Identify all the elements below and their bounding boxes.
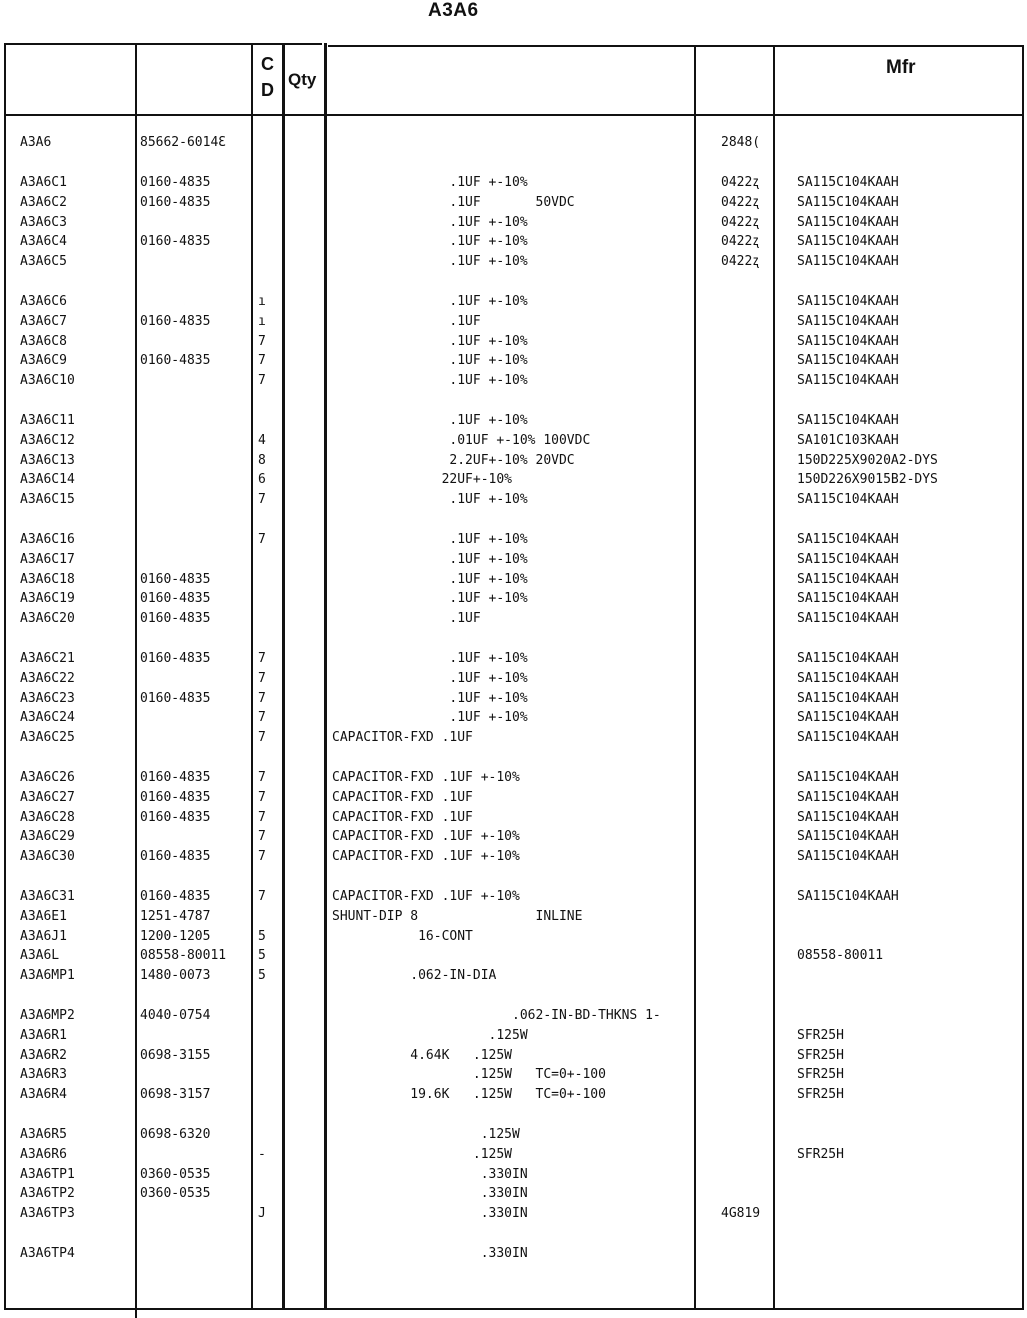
cell-ref: A3A6C8 bbox=[20, 333, 67, 349]
cell-cd: ı bbox=[258, 294, 266, 309]
cell-mfr: SA115C104KAAH bbox=[797, 690, 899, 706]
cell-ref: A3A6C30 bbox=[20, 849, 75, 865]
table-row bbox=[0, 1047, 1027, 1065]
table-row bbox=[0, 412, 1027, 430]
cell-ref: A3A6C1 bbox=[20, 175, 67, 190]
table-row bbox=[0, 1086, 1027, 1104]
table-row bbox=[0, 432, 1027, 450]
cell-mfr: SA115C104KAAH bbox=[797, 333, 899, 349]
cell-code: 4G819 bbox=[721, 1206, 761, 1222]
cell-desc: .1UF +-10% bbox=[332, 710, 528, 726]
cell-desc: .125W TC=0+-100 bbox=[332, 1067, 606, 1083]
cell-desc: .330IN bbox=[332, 1246, 528, 1261]
cell-desc: 4.64K .125W bbox=[332, 1047, 513, 1063]
cell-code: 2848( bbox=[721, 135, 761, 150]
cell-mfr: SA115C104KAAH bbox=[797, 809, 899, 825]
table-bottom-border bbox=[4, 1308, 1024, 1310]
cell-part: 0160-4835 bbox=[140, 175, 211, 190]
table-row bbox=[0, 293, 1027, 311]
cell-part: 0698-3157 bbox=[140, 1087, 211, 1103]
cell-ref: A3A6TP2 bbox=[20, 1186, 75, 1202]
cell-cd: 7 bbox=[258, 690, 266, 706]
cell-mfr: SA115C104KAAH bbox=[797, 611, 899, 627]
cell-mfr: SA115C104KAAH bbox=[797, 551, 899, 567]
cell-part: 1251-4787 bbox=[140, 908, 211, 924]
table-row bbox=[0, 947, 1027, 965]
cell-cd: 7 bbox=[258, 651, 266, 666]
table-row bbox=[0, 670, 1027, 688]
table-row bbox=[0, 690, 1027, 708]
cell-cd: 5 bbox=[258, 948, 266, 964]
cell-part: 0160-4835 bbox=[140, 194, 211, 210]
cell-desc: .330IN bbox=[332, 1166, 528, 1182]
cell-part: 4040-0754 bbox=[140, 1008, 211, 1023]
cell-mfr: SA115C104KAAH bbox=[797, 214, 899, 230]
table-row bbox=[0, 709, 1027, 727]
cell-desc: .125W bbox=[332, 1146, 513, 1162]
cell-cd: 7 bbox=[258, 829, 266, 845]
cell-cd: 7 bbox=[258, 710, 266, 726]
cell-cd: 7 bbox=[258, 849, 266, 865]
cell-cd: 8 bbox=[258, 452, 266, 468]
table-row bbox=[0, 571, 1027, 589]
cell-ref: A3A6R4 bbox=[20, 1087, 67, 1103]
cell-part: 0160-4835 bbox=[140, 889, 211, 904]
cell-mfr: SA115C104KAAH bbox=[797, 413, 899, 428]
cell-ref: A3A6C11 bbox=[20, 413, 75, 428]
table-row bbox=[0, 1166, 1027, 1184]
cell-ref: A3A6C21 bbox=[20, 651, 75, 666]
cell-desc: .1UF +-10% bbox=[332, 333, 528, 349]
header-divider bbox=[4, 114, 1024, 116]
header-mfr: Mfr bbox=[886, 57, 916, 78]
cell-desc: .1UF +-10% bbox=[332, 651, 528, 666]
cell-part: 08558-80011 bbox=[140, 948, 227, 964]
cell-part: 0160-4835 bbox=[140, 353, 211, 369]
cell-desc: .330IN bbox=[332, 1186, 528, 1202]
cell-part: 1200-1205 bbox=[140, 928, 211, 944]
cell-ref: A3A6C13 bbox=[20, 452, 75, 468]
cell-cd: 7 bbox=[258, 373, 266, 389]
cell-ref: A3A6E1 bbox=[20, 908, 67, 924]
cell-mfr: SA115C104KAAH bbox=[797, 353, 899, 369]
cell-desc: 22UF+-10% bbox=[332, 472, 513, 488]
cell-cd: ı bbox=[258, 313, 266, 329]
cell-part: 1480-0073 bbox=[140, 968, 211, 984]
cell-part: 0160-4835 bbox=[140, 313, 211, 329]
cell-mfr: 150D226X9015B2-DYS bbox=[797, 472, 938, 488]
cell-cd: 7 bbox=[258, 730, 266, 746]
cell-ref: A3A6C2 bbox=[20, 194, 67, 210]
cell-desc: .1UF +-10% bbox=[332, 353, 528, 369]
cell-code: 0422ʐ bbox=[721, 234, 761, 250]
cell-ref: A3A6C28 bbox=[20, 809, 75, 825]
cell-desc: .1UF 50VDC bbox=[332, 194, 575, 210]
cell-part: 0160-4835 bbox=[140, 809, 211, 825]
table-row bbox=[0, 1126, 1027, 1144]
cell-mfr: SA115C104KAAH bbox=[797, 770, 899, 785]
table-row bbox=[0, 729, 1027, 747]
table-row bbox=[0, 610, 1027, 628]
table-row bbox=[0, 908, 1027, 926]
table-row bbox=[0, 134, 1027, 152]
cell-mfr: SA115C104KAAH bbox=[797, 730, 899, 746]
cell-mfr: SA115C104KAAH bbox=[797, 849, 899, 865]
cell-cd: 7 bbox=[258, 770, 266, 785]
table-row bbox=[0, 1185, 1027, 1203]
cell-part: 0360-0535 bbox=[140, 1166, 211, 1182]
cell-mfr: SA115C104KAAH bbox=[797, 254, 899, 270]
cell-ref: A3A6C10 bbox=[20, 373, 75, 389]
cell-part: 0360-0535 bbox=[140, 1186, 211, 1202]
cell-ref: A3A6C24 bbox=[20, 710, 75, 726]
cell-ref: A3A6C12 bbox=[20, 432, 75, 448]
table-row bbox=[0, 551, 1027, 569]
cell-mfr: SFR25H bbox=[797, 1087, 844, 1103]
cell-mfr: SA115C104KAAH bbox=[797, 889, 899, 904]
cell-ref: A3A6C26 bbox=[20, 770, 75, 785]
table-row bbox=[0, 531, 1027, 549]
cell-mfr: SA115C104KAAH bbox=[797, 492, 899, 508]
cell-part: 0698-6320 bbox=[140, 1127, 211, 1142]
cell-ref: A3A6C6 bbox=[20, 294, 67, 309]
cell-cd: 4 bbox=[258, 432, 266, 448]
cell-cd: 5 bbox=[258, 928, 266, 944]
table-row bbox=[0, 313, 1027, 331]
cell-desc: .062-IN-DIA bbox=[332, 968, 497, 984]
cell-mfr: SA115C104KAAH bbox=[797, 294, 899, 309]
cell-mfr: SFR25H bbox=[797, 1027, 844, 1043]
table-top-border-right bbox=[328, 45, 1024, 47]
table-row bbox=[0, 214, 1027, 232]
table-row bbox=[0, 769, 1027, 787]
table-row bbox=[0, 809, 1027, 827]
cell-ref: A3A6C25 bbox=[20, 730, 75, 746]
table-row bbox=[0, 253, 1027, 271]
cell-ref: A3A6C27 bbox=[20, 789, 75, 805]
page-title: A3A6 bbox=[428, 0, 479, 21]
cell-part: 0160-4835 bbox=[140, 849, 211, 865]
cell-desc: .330IN bbox=[332, 1206, 528, 1222]
cell-mfr: SFR25H bbox=[797, 1146, 844, 1162]
cell-mfr: SA115C104KAAH bbox=[797, 789, 899, 805]
cell-desc: .1UF +-10% bbox=[332, 492, 528, 508]
cell-mfr: SA115C104KAAH bbox=[797, 571, 899, 587]
cell-ref: A3A6L bbox=[20, 948, 60, 964]
cell-cd: 7 bbox=[258, 333, 266, 349]
cell-mfr: SFR25H bbox=[797, 1047, 844, 1063]
cell-mfr: SA115C104KAAH bbox=[797, 829, 899, 845]
table-row bbox=[0, 1146, 1027, 1164]
cell-ref: A3A6MP1 bbox=[20, 968, 75, 984]
cell-part: 85662-6014Ɛ bbox=[140, 135, 227, 150]
table-row bbox=[0, 1066, 1027, 1084]
cell-part: 0698-3155 bbox=[140, 1047, 211, 1063]
cell-cd: 7 bbox=[258, 492, 266, 508]
table-row bbox=[0, 491, 1027, 509]
table-top-border bbox=[4, 43, 322, 45]
cell-code: 0422ʐ bbox=[721, 194, 761, 210]
cell-mfr: 08558-80011 bbox=[797, 948, 884, 964]
cell-desc: 19.6K .125W TC=0+-100 bbox=[332, 1087, 606, 1103]
cell-desc: .125W bbox=[332, 1127, 520, 1142]
cell-cd: 5 bbox=[258, 968, 266, 984]
cell-ref: A3A6TP3 bbox=[20, 1206, 75, 1222]
cell-part: 0160-4835 bbox=[140, 571, 211, 587]
cell-mfr: SA115C104KAAH bbox=[797, 651, 899, 666]
cell-ref: A3A6R3 bbox=[20, 1067, 67, 1083]
table-row bbox=[0, 352, 1027, 370]
table-row bbox=[0, 590, 1027, 608]
cell-desc: .062-IN-BD-THKNS 1- bbox=[332, 1008, 661, 1023]
table-row bbox=[0, 928, 1027, 946]
cell-cd: 7 bbox=[258, 789, 266, 805]
cell-ref: A3A6TP1 bbox=[20, 1166, 75, 1182]
cell-ref: A3A6C20 bbox=[20, 611, 75, 627]
cell-mfr: SA115C104KAAH bbox=[797, 591, 899, 607]
cell-desc: .1UF +-10% bbox=[332, 254, 528, 270]
header-qty: Qty bbox=[288, 70, 317, 89]
table-row bbox=[0, 848, 1027, 866]
cell-ref: A3A6C18 bbox=[20, 571, 75, 587]
table-row bbox=[0, 967, 1027, 985]
cell-ref: A3A6C4 bbox=[20, 234, 67, 250]
cell-ref: A3A6 bbox=[20, 135, 52, 150]
cell-cd: 6 bbox=[258, 472, 266, 488]
cell-ref: A3A6C5 bbox=[20, 254, 67, 270]
cell-code: 0422ʐ bbox=[721, 254, 761, 270]
cell-part: 0160-4835 bbox=[140, 234, 211, 250]
cell-desc: CAPACITOR-FXD .1UF bbox=[332, 809, 473, 825]
cell-ref: A3A6C23 bbox=[20, 690, 75, 706]
cell-cd: J bbox=[258, 1206, 266, 1222]
cell-ref: A3A6R5 bbox=[20, 1127, 67, 1142]
table-row bbox=[0, 233, 1027, 251]
cell-desc: .1UF +-10% bbox=[332, 214, 528, 230]
table-row bbox=[0, 1245, 1027, 1263]
cell-desc: .1UF +-10% bbox=[332, 532, 528, 547]
cell-ref: A3A6J1 bbox=[20, 928, 67, 944]
cell-part: 0160-4835 bbox=[140, 591, 211, 607]
cell-ref: A3A6R6 bbox=[20, 1146, 67, 1162]
cell-ref: A3A6C16 bbox=[20, 532, 75, 547]
cell-ref: A3A6C9 bbox=[20, 353, 67, 369]
table-row bbox=[0, 452, 1027, 470]
table-row bbox=[0, 372, 1027, 390]
cell-mfr: SA115C104KAAH bbox=[797, 175, 899, 190]
table-row bbox=[0, 1205, 1027, 1223]
table-row bbox=[0, 650, 1027, 668]
cell-mfr: SA115C104KAAH bbox=[797, 532, 899, 547]
cell-desc: SHUNT-DIP 8 INLINE bbox=[332, 908, 583, 924]
cell-desc: .1UF +-10% bbox=[332, 551, 528, 567]
cell-mfr: SA115C104KAAH bbox=[797, 710, 899, 726]
table-row bbox=[0, 1027, 1027, 1045]
cell-mfr: SA115C104KAAH bbox=[797, 373, 899, 389]
cell-cd: 7 bbox=[258, 353, 266, 369]
header-cd-top: C bbox=[261, 54, 274, 74]
cell-desc: .1UF +-10% bbox=[332, 175, 528, 190]
cell-desc: .1UF +-10% bbox=[332, 591, 528, 607]
cell-ref: A3A6C29 bbox=[20, 829, 75, 845]
cell-ref: A3A6C19 bbox=[20, 591, 75, 607]
cell-desc: .01UF +-10% 100VDC bbox=[332, 432, 591, 448]
table-row bbox=[0, 1007, 1027, 1025]
cell-desc: .1UF +-10% bbox=[332, 670, 528, 686]
cell-ref: A3A6C17 bbox=[20, 551, 75, 567]
cell-mfr: SA115C104KAAH bbox=[797, 313, 899, 329]
cell-ref: A3A6MP2 bbox=[20, 1008, 75, 1023]
cell-ref: A3A6R1 bbox=[20, 1027, 67, 1043]
cell-desc: 2.2UF+-10% 20VDC bbox=[332, 452, 575, 468]
cell-part: 0160-4835 bbox=[140, 770, 211, 785]
cell-code: 0422ʐ bbox=[721, 214, 761, 230]
table-row bbox=[0, 174, 1027, 192]
cell-part: 0160-4835 bbox=[140, 690, 211, 706]
cell-mfr: 150D225X9020A2-DYS bbox=[797, 452, 938, 468]
cell-cd: - bbox=[258, 1146, 266, 1162]
cell-desc: .1UF +-10% bbox=[332, 690, 528, 706]
cell-desc: CAPACITOR-FXD .1UF bbox=[332, 730, 473, 746]
table-row bbox=[0, 471, 1027, 489]
cell-cd: 7 bbox=[258, 889, 266, 904]
cell-desc: .1UF bbox=[332, 313, 481, 329]
cell-mfr: SFR25H bbox=[797, 1067, 844, 1083]
cell-desc: .1UF +-10% bbox=[332, 413, 528, 428]
cell-part: 0160-4835 bbox=[140, 651, 211, 666]
cell-mfr: SA101C103KAAH bbox=[797, 432, 899, 448]
cell-desc: CAPACITOR-FXD .1UF +-10% bbox=[332, 829, 520, 845]
table-row bbox=[0, 333, 1027, 351]
cell-desc: CAPACITOR-FXD .1UF +-10% bbox=[332, 849, 520, 865]
cell-mfr: SA115C104KAAH bbox=[797, 194, 899, 210]
cell-desc: CAPACITOR-FXD .1UF bbox=[332, 789, 473, 805]
cell-desc: .1UF +-10% bbox=[332, 571, 528, 587]
cell-desc: .1UF +-10% bbox=[332, 294, 528, 309]
cell-code: 0422ʐ bbox=[721, 175, 761, 190]
cell-part: 0160-4835 bbox=[140, 789, 211, 805]
cell-cd: 7 bbox=[258, 532, 266, 547]
cell-cd: 7 bbox=[258, 670, 266, 686]
cell-desc: .1UF +-10% bbox=[332, 373, 528, 389]
cell-ref: A3A6C3 bbox=[20, 214, 67, 230]
cell-ref: A3A6C31 bbox=[20, 889, 75, 904]
table-row bbox=[0, 789, 1027, 807]
cell-desc: .1UF +-10% bbox=[332, 234, 528, 250]
cell-ref: A3A6C22 bbox=[20, 670, 75, 686]
cell-ref: A3A6R2 bbox=[20, 1047, 67, 1063]
cell-ref: A3A6TP4 bbox=[20, 1246, 75, 1261]
cell-desc: .1UF bbox=[332, 611, 481, 627]
table-row bbox=[0, 194, 1027, 212]
cell-mfr: SA115C104KAAH bbox=[797, 234, 899, 250]
cell-desc: CAPACITOR-FXD .1UF +-10% bbox=[332, 770, 520, 785]
header-cd-bottom: D bbox=[261, 80, 274, 100]
cell-ref: A3A6C7 bbox=[20, 313, 67, 329]
cell-desc: 16-CONT bbox=[332, 928, 473, 944]
cell-ref: A3A6C15 bbox=[20, 492, 75, 508]
cell-ref: A3A6C14 bbox=[20, 472, 75, 488]
table-row bbox=[0, 888, 1027, 906]
cell-mfr: SA115C104KAAH bbox=[797, 670, 899, 686]
cell-desc: .125W bbox=[332, 1027, 528, 1043]
cell-desc: CAPACITOR-FXD .1UF +-10% bbox=[332, 889, 520, 904]
cell-part: 0160-4835 bbox=[140, 611, 211, 627]
table-row bbox=[0, 828, 1027, 846]
cell-cd: 7 bbox=[258, 809, 266, 825]
